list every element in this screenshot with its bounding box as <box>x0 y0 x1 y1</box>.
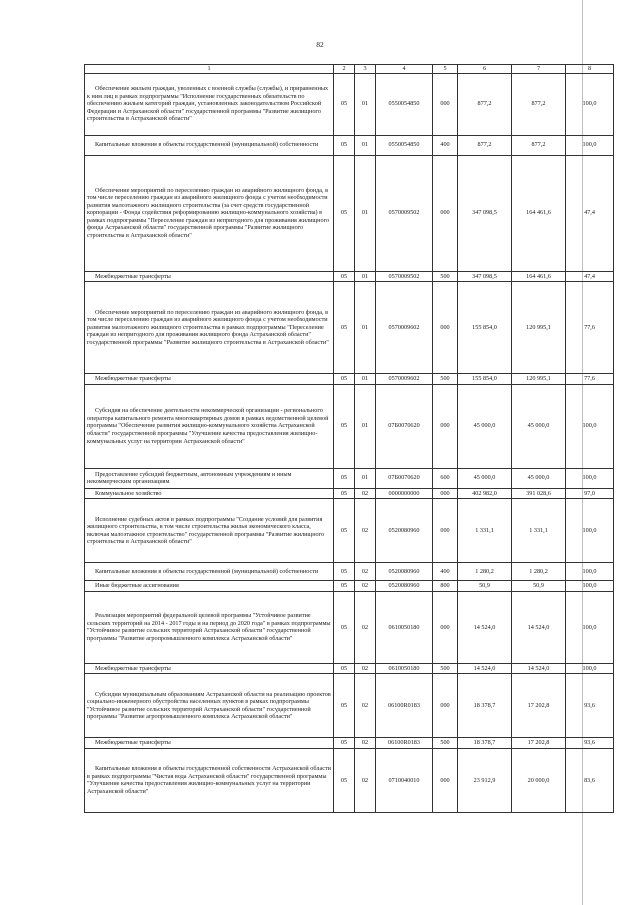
planned-amount-cell: 155 854,0 <box>458 374 512 385</box>
table-row <box>85 488 614 499</box>
expense-type-cell: 500 <box>433 738 458 749</box>
table-row <box>85 663 614 674</box>
planned-amount-cell: 14 524,0 <box>458 663 512 674</box>
subsection-code-cell: 02 <box>355 663 376 674</box>
actual-amount-cell: 1 331,1 <box>512 499 566 563</box>
subsection-code-cell: 01 <box>355 468 376 488</box>
percent-cell: 97,0 <box>566 488 614 499</box>
planned-amount-cell: 402 982,0 <box>458 488 512 499</box>
col-number-2: 2 <box>334 65 355 74</box>
target-article-cell: 0520080960 <box>376 563 433 581</box>
target-article-cell: 0610050180 <box>376 663 433 674</box>
percent-cell: 47,4 <box>566 155 614 271</box>
table-row <box>85 384 614 468</box>
target-article-cell: 06100R0183 <box>376 738 433 749</box>
section-code-cell: 05 <box>334 271 355 282</box>
target-article-cell: 0000000000 <box>376 488 433 499</box>
expense-type-cell: 000 <box>433 499 458 563</box>
table-row <box>85 282 614 374</box>
percent-cell: 100,0 <box>566 135 614 155</box>
row-name-cell: Межбюджетные трансферты <box>85 374 334 385</box>
section-code-cell: 05 <box>334 591 355 663</box>
expense-type-cell: 000 <box>433 488 458 499</box>
col-number-4: 4 <box>376 65 433 74</box>
subsection-code-cell: 02 <box>355 499 376 563</box>
subsection-code-cell: 01 <box>355 155 376 271</box>
target-article-cell: 0570009502 <box>376 271 433 282</box>
percent-cell: 100,0 <box>566 663 614 674</box>
section-code-cell: 05 <box>334 748 355 812</box>
budget-table-body <box>85 65 614 813</box>
col-number-1: 1 <box>85 65 334 74</box>
target-article-cell: 0550054850 <box>376 73 433 135</box>
expense-type-cell: 400 <box>433 563 458 581</box>
actual-amount-cell: 164 461,6 <box>512 271 566 282</box>
subsection-code-cell: 01 <box>355 271 376 282</box>
table-row <box>85 499 614 563</box>
percent-cell: 47,4 <box>566 271 614 282</box>
subsection-code-cell: 02 <box>355 738 376 749</box>
row-name-cell: Субсидия на обеспечение деятельности некоммерческой организации - регионального оператора капитального ремонта многоквартирных домов в рамках ведомственной целевой программы "Обеспечение развития жилищно-коммунального хозяйства Астраханской области" государственной программы "Улучшение качества предоставления жилищно-коммунальных услуг на территории Астраханской области" <box>85 384 334 468</box>
section-code-cell: 05 <box>334 581 355 592</box>
planned-amount-cell: 18 378,7 <box>458 738 512 749</box>
table-row <box>85 748 614 812</box>
actual-amount-cell: 14 524,0 <box>512 591 566 663</box>
actual-amount-cell: 45 000,0 <box>512 468 566 488</box>
actual-amount-cell: 877,2 <box>512 135 566 155</box>
target-article-cell: 0550054850 <box>376 135 433 155</box>
planned-amount-cell: 1 280,2 <box>458 563 512 581</box>
section-code-cell: 05 <box>334 155 355 271</box>
expense-type-cell: 400 <box>433 135 458 155</box>
target-article-cell: 0520080960 <box>376 499 433 563</box>
actual-amount-cell: 45 000,0 <box>512 384 566 468</box>
percent-cell: 77,6 <box>566 282 614 374</box>
planned-amount-cell: 1 331,1 <box>458 499 512 563</box>
expense-type-cell: 000 <box>433 155 458 271</box>
expense-type-cell: 800 <box>433 581 458 592</box>
column-number-row <box>85 65 614 74</box>
row-name-cell: Капитальные вложения в объекты государственной (муниципальной) собственности <box>85 135 334 155</box>
planned-amount-cell: 877,2 <box>458 135 512 155</box>
col-number-5: 5 <box>433 65 458 74</box>
row-name-cell: Субсидии муниципальным образованиям Астраханской области на реализацию проектов социально-инженерного обустройства населенных пунктов в рамках подпрограммы "Устойчивое развитие сельских территорий Астраханской области" государственной программы "Развитие агропромышленного комплекса Астраханской области" <box>85 674 334 738</box>
expense-type-cell: 000 <box>433 748 458 812</box>
section-code-cell: 05 <box>334 563 355 581</box>
target-article-cell: 0570009602 <box>376 282 433 374</box>
actual-amount-cell: 164 461,6 <box>512 155 566 271</box>
subsection-code-cell: 01 <box>355 384 376 468</box>
subsection-code-cell: 01 <box>355 374 376 385</box>
expense-type-cell: 600 <box>433 468 458 488</box>
actual-amount-cell: 14 524,0 <box>512 663 566 674</box>
planned-amount-cell: 347 098,5 <box>458 271 512 282</box>
row-name-cell: Коммунальное хозяйство <box>85 488 334 499</box>
target-article-cell: 0710040010 <box>376 748 433 812</box>
section-code-cell: 05 <box>334 488 355 499</box>
row-name-cell: Межбюджетные трансферты <box>85 271 334 282</box>
subsection-code-cell: 02 <box>355 581 376 592</box>
target-article-cell: 0570009502 <box>376 155 433 271</box>
subsection-code-cell: 02 <box>355 748 376 812</box>
expense-type-cell: 000 <box>433 674 458 738</box>
target-article-cell: 0610050180 <box>376 591 433 663</box>
expense-type-cell: 500 <box>433 374 458 385</box>
actual-amount-cell: 1 280,2 <box>512 563 566 581</box>
table-row <box>85 674 614 738</box>
planned-amount-cell: 877,2 <box>458 73 512 135</box>
subsection-code-cell: 01 <box>355 73 376 135</box>
table-row <box>85 468 614 488</box>
row-name-cell: Иные бюджетные ассигнования <box>85 581 334 592</box>
section-code-cell: 05 <box>334 374 355 385</box>
row-name-cell: Обеспечение мероприятий по переселению граждан из аварийного жилищного фонда, в том числе переселению граждан из аварийного жилищного фонда с учетом необходимости развития малоэтажного жилищного строительства в рамках подпрограммы "Переселение граждан из непригодного для проживания жилищного фонда Астраханской области" государственной программы "Развитие жилищного строительства в Астраханской области" <box>85 282 334 374</box>
section-code-cell: 05 <box>334 738 355 749</box>
col-number-8: 8 <box>566 65 614 74</box>
table-row <box>85 738 614 749</box>
table-row <box>85 591 614 663</box>
subsection-code-cell: 01 <box>355 282 376 374</box>
row-name-cell: Реализация мероприятий федеральной целевой программы "Устойчивое развитие сельских территорий на 2014 - 2017 годы и на период до 2020 года" в рамках подпрограммы "Устойчивое развитие сельских территорий Астраханской области" государственной программы "Развитие агропромышленного комплекса Астраханской области" <box>85 591 334 663</box>
row-name-cell: Обеспечение мероприятий по переселению граждан из аварийного жилищного фонда, в том числе переселению граждан из аварийного жилищного фонда с учетом необходимости развития малоэтажного жилищного строительства (за счет средств государственной корпорации - Фонда содействия реформированию жилищно-коммунального хозяйства) в рамках подпрограммы "Переселение граждан из непригодного для проживания жилищного фонда Астраханской области" государственной программы "Развитие жилищного строительства в Астраханской области" <box>85 155 334 271</box>
expense-type-cell: 000 <box>433 282 458 374</box>
col-number-7: 7 <box>512 65 566 74</box>
actual-amount-cell: 877,2 <box>512 73 566 135</box>
planned-amount-cell: 347 098,5 <box>458 155 512 271</box>
planned-amount-cell: 155 854,0 <box>458 282 512 374</box>
section-code-cell: 05 <box>334 663 355 674</box>
percent-cell: 77,6 <box>566 374 614 385</box>
table-row <box>85 135 614 155</box>
section-code-cell: 05 <box>334 282 355 374</box>
percent-cell: 100,0 <box>566 591 614 663</box>
table-row <box>85 563 614 581</box>
row-name-cell: Межбюджетные трансферты <box>85 663 334 674</box>
percent-cell: 100,0 <box>566 384 614 468</box>
percent-cell: 100,0 <box>566 563 614 581</box>
target-article-cell: 06100R0183 <box>376 674 433 738</box>
section-code-cell: 05 <box>334 468 355 488</box>
section-code-cell: 05 <box>334 674 355 738</box>
expense-type-cell: 000 <box>433 591 458 663</box>
expense-type-cell: 000 <box>433 384 458 468</box>
table-row <box>85 73 614 135</box>
col-number-3: 3 <box>355 65 376 74</box>
table-row <box>85 271 614 282</box>
col-number-6: 6 <box>458 65 512 74</box>
actual-amount-cell: 17 202,8 <box>512 738 566 749</box>
percent-cell: 93,6 <box>566 738 614 749</box>
section-code-cell: 05 <box>334 384 355 468</box>
percent-cell: 100,0 <box>566 581 614 592</box>
expense-type-cell: 000 <box>433 73 458 135</box>
subsection-code-cell: 02 <box>355 591 376 663</box>
planned-amount-cell: 14 524,0 <box>458 591 512 663</box>
table-row <box>85 581 614 592</box>
actual-amount-cell: 50,9 <box>512 581 566 592</box>
percent-cell: 100,0 <box>566 468 614 488</box>
table-row <box>85 155 614 271</box>
planned-amount-cell: 50,9 <box>458 581 512 592</box>
actual-amount-cell: 120 995,1 <box>512 282 566 374</box>
row-name-cell: Предоставление субсидий бюджетным, автономным учреждениям и иным некоммерческим организациям <box>85 468 334 488</box>
planned-amount-cell: 45 000,0 <box>458 468 512 488</box>
planned-amount-cell: 18 378,7 <box>458 674 512 738</box>
target-article-cell: 07Б0070620 <box>376 468 433 488</box>
percent-cell: 93,6 <box>566 674 614 738</box>
target-article-cell: 0570009602 <box>376 374 433 385</box>
actual-amount-cell: 391 028,6 <box>512 488 566 499</box>
target-article-cell: 0520080960 <box>376 581 433 592</box>
section-code-cell: 05 <box>334 135 355 155</box>
percent-cell: 83,6 <box>566 748 614 812</box>
planned-amount-cell: 45 000,0 <box>458 384 512 468</box>
actual-amount-cell: 17 202,8 <box>512 674 566 738</box>
planned-amount-cell: 23 912,9 <box>458 748 512 812</box>
subsection-code-cell: 02 <box>355 563 376 581</box>
row-name-cell: Межбюджетные трансферты <box>85 738 334 749</box>
row-name-cell: Исполнение судебных актов в рамках подпрограммы "Создание условий для развития жилищного строительства, в том числе строительства жилья экономического класса, включая малоэтажное строительство" государственной программы "Развитие жилищного строительства в Астраханской области" <box>85 499 334 563</box>
page-number: 82 <box>316 40 324 49</box>
actual-amount-cell: 120 995,1 <box>512 374 566 385</box>
subsection-code-cell: 02 <box>355 488 376 499</box>
table-row <box>85 374 614 385</box>
subsection-code-cell: 02 <box>355 674 376 738</box>
row-name-cell: Обеспечение жильем граждан, уволенных с военной службы (службы), и приравненных к ним лиц в рамках подпрограммы "Исполнение государственных обязательств по обеспечению жильем категорий граждан, установленных законодательством Российской Федерации и Астраханской области" государственной программы "Развитие жилищного строительства в Астраханской области" <box>85 73 334 135</box>
row-name-cell: Капитальные вложения в объекты государственной (муниципальной) собственности <box>85 563 334 581</box>
row-name-cell: Капитальные вложения в объекты государственной собственности Астраханской области в рамках подпрограммы "Чистая вода Астраханской области" государственной программы "Улучшение качества предоставления жилищно-коммунальных услуг на территории Астраханской области" <box>85 748 334 812</box>
budget-table <box>84 64 614 813</box>
percent-cell: 100,0 <box>566 499 614 563</box>
section-code-cell: 05 <box>334 499 355 563</box>
expense-type-cell: 500 <box>433 271 458 282</box>
percent-cell: 100,0 <box>566 73 614 135</box>
target-article-cell: 07Б0070620 <box>376 384 433 468</box>
actual-amount-cell: 20 000,0 <box>512 748 566 812</box>
subsection-code-cell: 01 <box>355 135 376 155</box>
section-code-cell: 05 <box>334 73 355 135</box>
expense-type-cell: 500 <box>433 663 458 674</box>
